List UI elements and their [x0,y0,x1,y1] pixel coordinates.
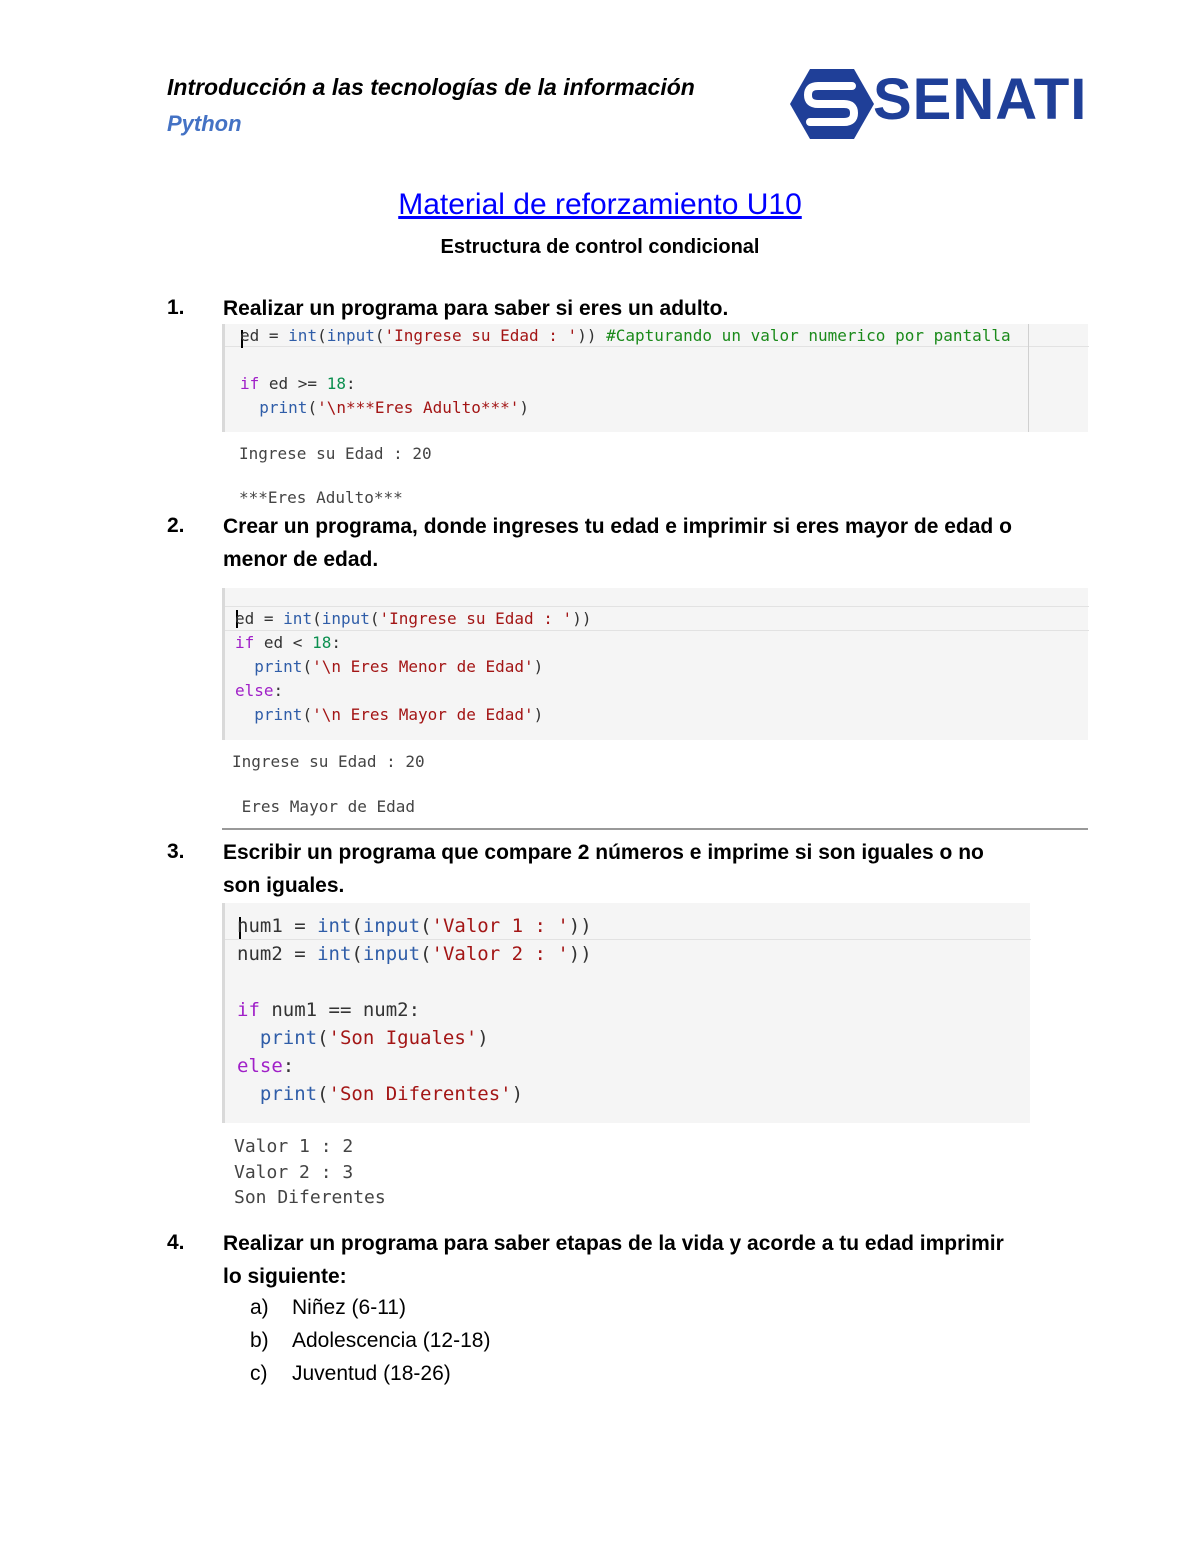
question-3-text: Escribir un programa que compare 2 números e imprime si son iguales o no son iguales. [223,841,984,897]
code-line: else: [237,1055,295,1077]
code-line: print('\n***Eres Adulto***') [259,398,530,417]
code-line: print('\n Eres Mayor de Edad') [254,705,544,724]
question-3-number: 3. [167,840,185,863]
code-line: print('Son Iguales') [259,1027,489,1049]
code-line: num1 = int(input('Valor 1 : ')) [237,915,592,937]
question-1-output-line: ***Eres Adulto*** [239,488,403,507]
section-divider [222,828,1088,830]
code-line: else: [235,681,284,700]
question-2-text: Crear un programa, donde ingreses tu edad e imprimir si eres mayor de edad o menor de edad. [223,515,1012,571]
question-1-text: Realizar un programa para saber si eres un adulto. [223,297,729,320]
document-title[interactable]: Material de reforzamiento U10 [398,188,802,221]
list-item-letter: c) [250,1362,268,1385]
question-2-code-cell[interactable] [222,588,1088,740]
question-3-code-cell[interactable] [222,903,1030,1123]
code-line: if ed < 18: [235,633,341,652]
list-item-text: Adolescencia (12-18) [292,1329,491,1352]
code-line: ed = int(input('Ingrese su Edad : ')) #Capturando un valor numerico por pantalla [240,326,1011,345]
question-2-output-line: Eres Mayor de Edad [232,797,416,816]
code-line: if ed >= 18: [240,374,356,393]
course-title: Introducción a las tecnologías de la información [167,74,695,100]
question-2-output-line: Ingrese su Edad : 20 [232,752,425,771]
code-line: if num1 == num2: [237,999,421,1021]
question-1-code-cell[interactable] [222,324,1088,432]
question-1-output-line: Ingrese su Edad : 20 [239,444,432,463]
code-line: print('Son Diferentes') [259,1083,524,1105]
question-2-number: 2. [167,514,185,537]
list-item-letter: b) [250,1329,269,1352]
code-line: print('\n Eres Menor de Edad') [254,657,544,676]
question-4-number: 4. [167,1231,185,1254]
question-4-text: Realizar un programa para saber etapas de la vida y acorde a tu edad imprimir lo siguiente: [223,1232,1004,1288]
document-subtitle: Estructura de control condicional [440,236,760,258]
question-3-output-line: Valor 2 : 3 [234,1162,354,1183]
question-1-number: 1. [167,296,185,319]
list-item-letter: a) [250,1296,269,1319]
list-item-text: Niñez (6-11) [292,1296,406,1319]
code-line: num2 = int(input('Valor 2 : ')) [237,943,592,965]
senati-logo-text: SENATI [873,67,1088,132]
subject-label: Python [167,111,242,136]
question-3-output-line: Son Diferentes [234,1187,386,1208]
question-3-output-line: Valor 1 : 2 [234,1136,354,1157]
code-line: ed = int(input('Ingrese su Edad : ')) [235,609,592,628]
list-item-text: Juventud (18-26) [292,1362,451,1385]
